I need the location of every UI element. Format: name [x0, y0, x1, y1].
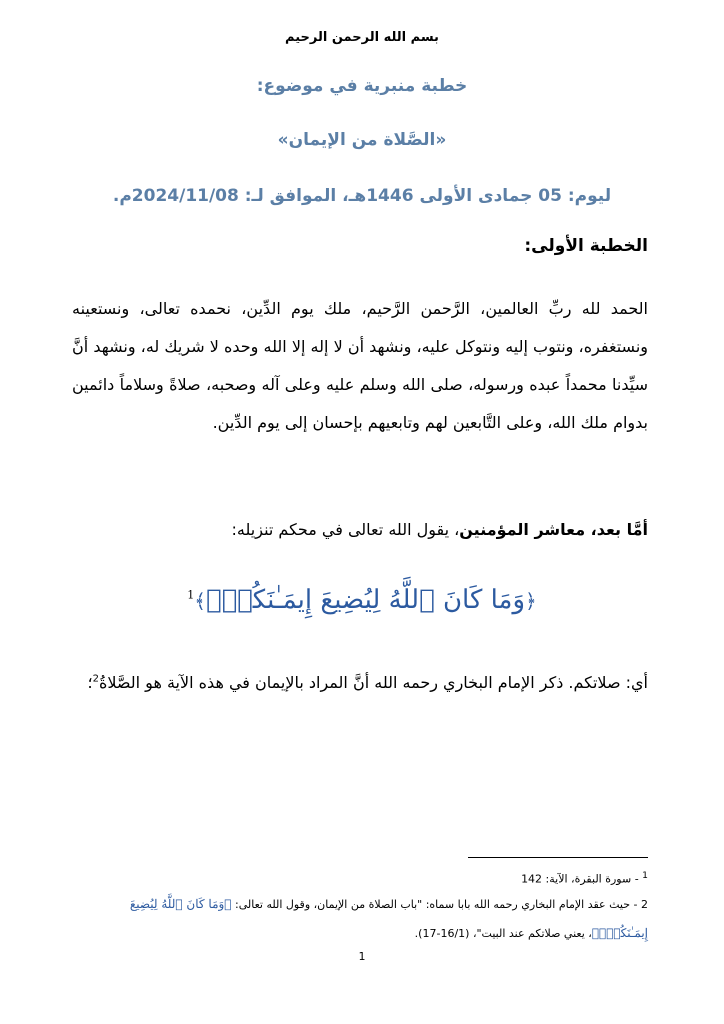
quran-verse	[0, 585, 724, 615]
explanation-paragraph	[72, 664, 648, 702]
footnote-ref-1[interactable]: 1	[187, 588, 195, 602]
footnote-ref-2[interactable]: 2	[92, 673, 99, 685]
amma-badu-bold: أمَّا بعد، معاشر المؤمنين	[459, 520, 648, 539]
verse-open-bracket: ﴿	[525, 589, 537, 613]
basmala: بسم الله الرحمن الرحيم	[285, 30, 439, 45]
page-number: 1	[358, 950, 366, 963]
amma-badu-line	[232, 520, 648, 539]
opening-paragraph: الحمد لله ربِّ العالمين، الرَّحمن الرَّحيم، ملك يوم الدِّين، نحمده تعالى، ونستعينه ونستغفره، ونتوب إليه ونتوكل عليه، ونشهد أن لا إله إلا الله وحده لا شريك له، ونشهد أنَّ سيِّدنا محمداً عبده ورسوله، صلى الله وسلم عليه وعلى آله وصحبه، صلاةً وسلاماً دائمين بدوام ملك الله، وعلى التَّابعين لهم وتابعيهم بإحسان إلى يوم الدِّين.	[72, 299, 648, 432]
footnote-divider	[468, 857, 648, 858]
explanation-text: أي: صلاتكم. ذكر الإمام البخاري رحمه الله أنَّ المراد بالإيمان في هذه الآية هو الصَّلاةُ	[98, 673, 648, 692]
footnote-2-suffix: ، يعني صلاتكم عند البيت"، (16/1-17).	[414, 927, 592, 940]
first-khutbah-heading: الخطبة الأولى:	[524, 236, 648, 256]
footnote-2-prefix: 2 - حيث عقد الإمام البخاري رحمه الله بابا سماه: "باب الصلاة من الإيمان، وقول الله تعالى:	[231, 898, 648, 911]
verse-close-bracket: ﴾	[194, 589, 206, 613]
explanation-end: ؛	[87, 673, 93, 692]
footnote-2	[72, 890, 648, 948]
sermon-title: خطبة منبرية في موضوع:	[256, 76, 468, 96]
footnote-1-number: 1	[642, 870, 648, 881]
footnote-2-verse: ﴿وَمَا كَانَ ٱللَّهُ لِيُضِيعَ إِيمَـٰنَكُمْۚ﴾	[129, 897, 648, 940]
verse-text: وَمَا كَانَ ٱللَّهُ لِيُضِيعَ إِيمَـٰنَكُمْۚ	[205, 585, 526, 615]
sermon-date: ليوم: 05 جمادى الأولى 1446هـ، الموافق لـ: 2024/11/08م.	[112, 186, 612, 206]
sermon-topic: «الصَّلاة من الإيمان»	[277, 130, 447, 150]
footnote-1	[72, 862, 648, 894]
amma-badu-rest: ، يقول الله تعالى في محكم تنزيله:	[231, 520, 460, 539]
footnote-1-text: - سورة البقرة، الآية: 142	[521, 872, 643, 886]
